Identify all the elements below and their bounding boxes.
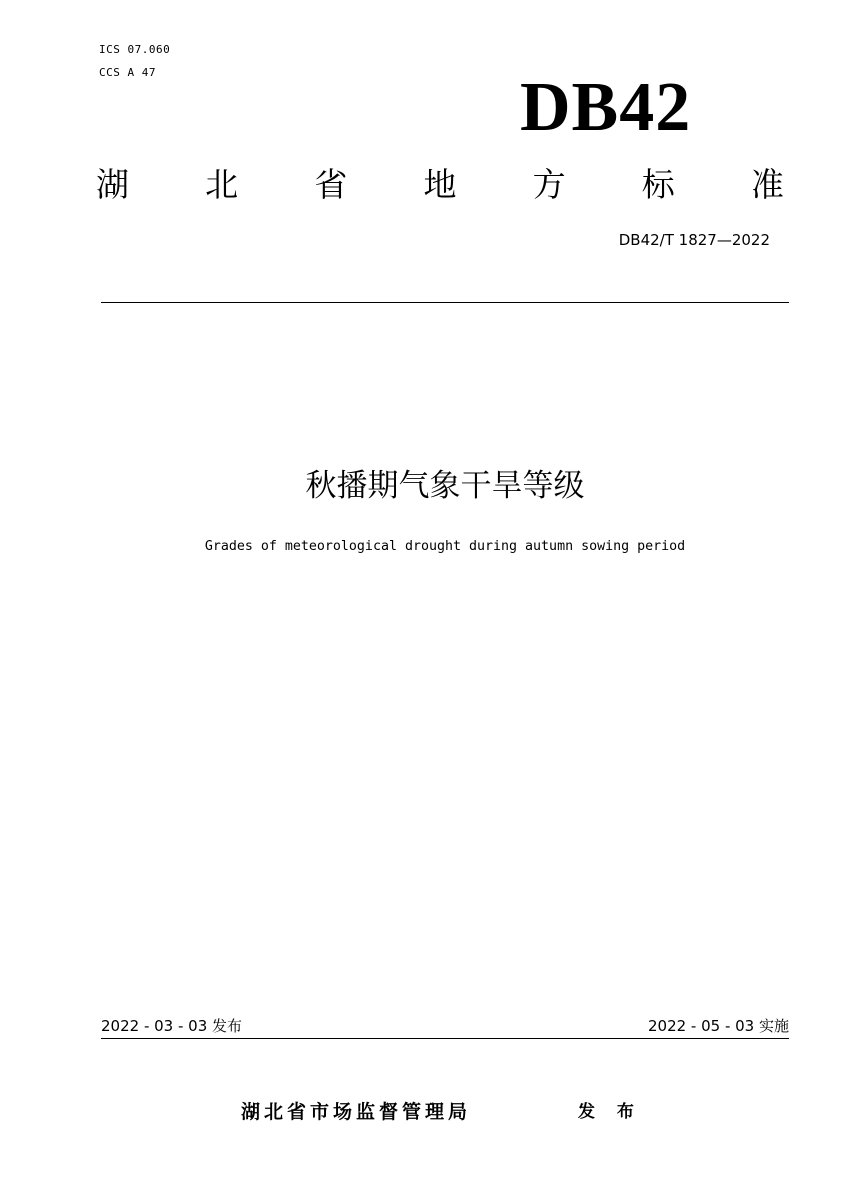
- standard-type-heading: [96, 162, 784, 208]
- bottom-divider: [101, 1038, 789, 1039]
- issue-date: 2022 - 03 - 03 发布: [101, 1017, 243, 1035]
- standard-type-char: 地: [423, 165, 457, 204]
- top-divider: [101, 302, 789, 303]
- ccs-code: CCS A 47: [99, 66, 156, 79]
- standard-number: DB42/T 1827—2022: [618, 231, 770, 249]
- standard-type-char: 北: [205, 165, 239, 204]
- standard-type-char: 准: [750, 165, 784, 204]
- standard-type-char: 省: [314, 165, 348, 204]
- standard-type-char: 湖: [96, 165, 129, 204]
- db42-logo: DB42: [520, 69, 692, 146]
- publisher-name: 湖北省市场监督管理局: [241, 1101, 472, 1123]
- document-title-english: Grades of meteorological drought during autumn sowing period: [204, 539, 686, 554]
- implementation-date: 2022 - 05 - 03 实施: [647, 1017, 789, 1035]
- publish-label: 发 布: [578, 1102, 642, 1122]
- standard-type-char: 方: [532, 165, 566, 204]
- ics-code: ICS 07.060: [99, 43, 171, 56]
- standard-type-char: 标: [641, 165, 675, 204]
- document-title-chinese: 秋播期气象干旱等级: [305, 468, 585, 504]
